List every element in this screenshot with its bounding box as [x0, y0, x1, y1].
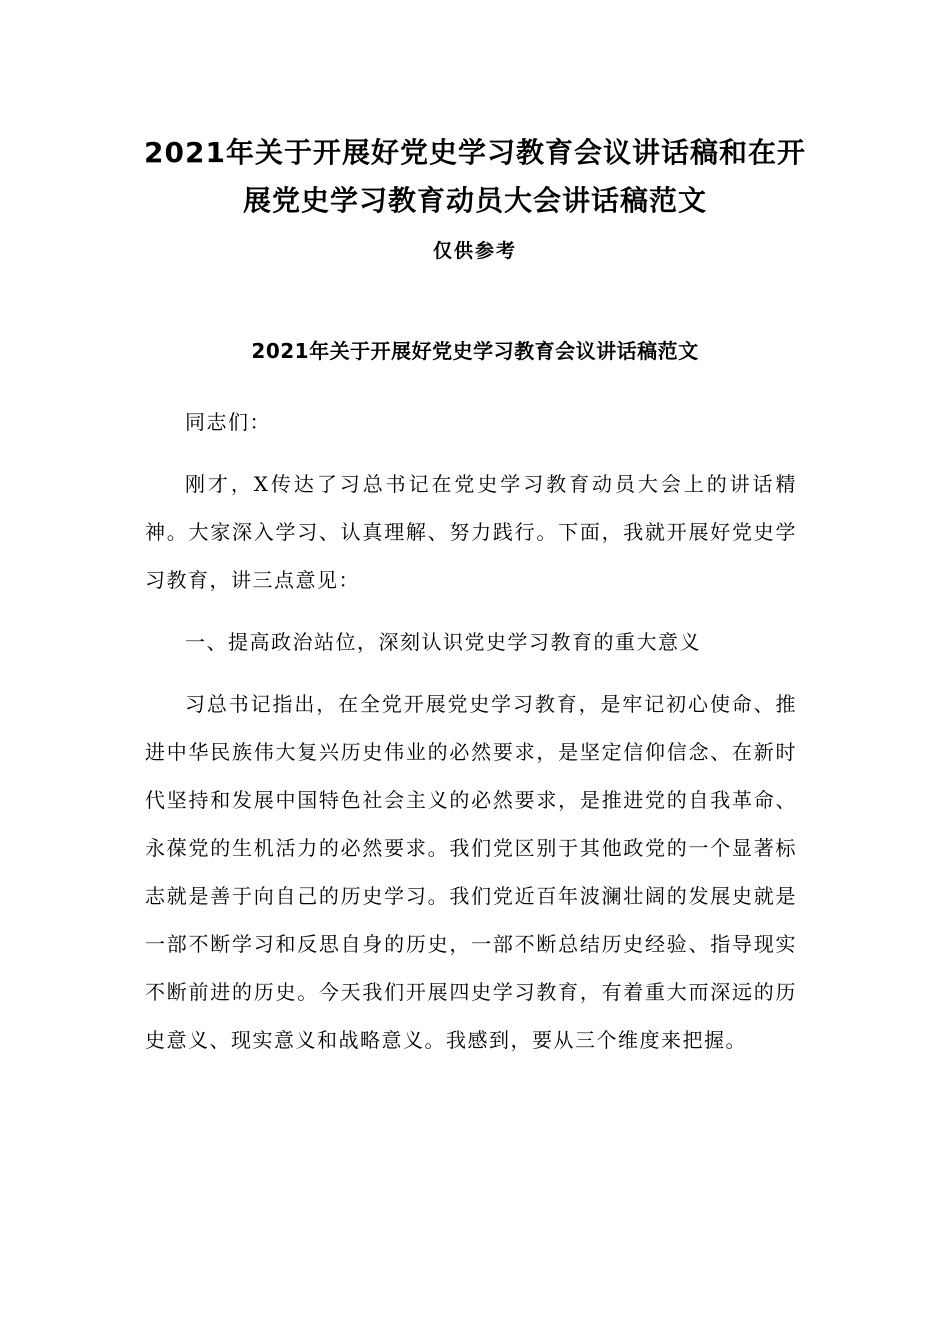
body-paragraph: 习总书记指出，在全党开展党史学习教育，是牢记初心使命、推进中华民族伟大复兴历史伟业的必然要求，是坚定信仰信念、在新时代坚持和发展中国特色社会主义的必然要求，是推进党的自我革命、永葆党的生机活力的必然要求。我们党区别于其他政党的一个显著标志就是善于向自己的历史学习。我们党近百年波澜壮阔的发展史就是一部不断学习和反思自身的历史，一部不断总结历史经验、指导现实不断前进的历史。今天我们开展四史学习教育，有着重大而深远的历史意义、现实意义和战略意义。我感到，要从三个维度来把握。 — [145, 692, 797, 1052]
document-title-line-1: 2021年关于开展好党史学习教育会议讲话稿和在开 — [144, 136, 806, 169]
reference-only-note: 仅供参考 — [432, 240, 517, 262]
section-title: 2021年关于开展好党史学习教育会议讲话稿范文 — [251, 339, 699, 363]
document-body — [145, 398, 797, 1078]
intro-paragraph: 刚才，X传达了习总书记在党史学习教育动员大会上的讲话精神。大家深入学习、认真理解、努力践行。下面，我就开展好党史学习教育，讲三点意见： — [145, 472, 797, 592]
heading-paragraph-1: 一、提高政治站位，深刻认识党史学习教育的重大意义 — [185, 630, 701, 654]
salutation-paragraph: 同志们： — [185, 410, 271, 434]
document-title-line-2: 展党史学习教育动员大会讲话稿范文 — [242, 184, 707, 217]
